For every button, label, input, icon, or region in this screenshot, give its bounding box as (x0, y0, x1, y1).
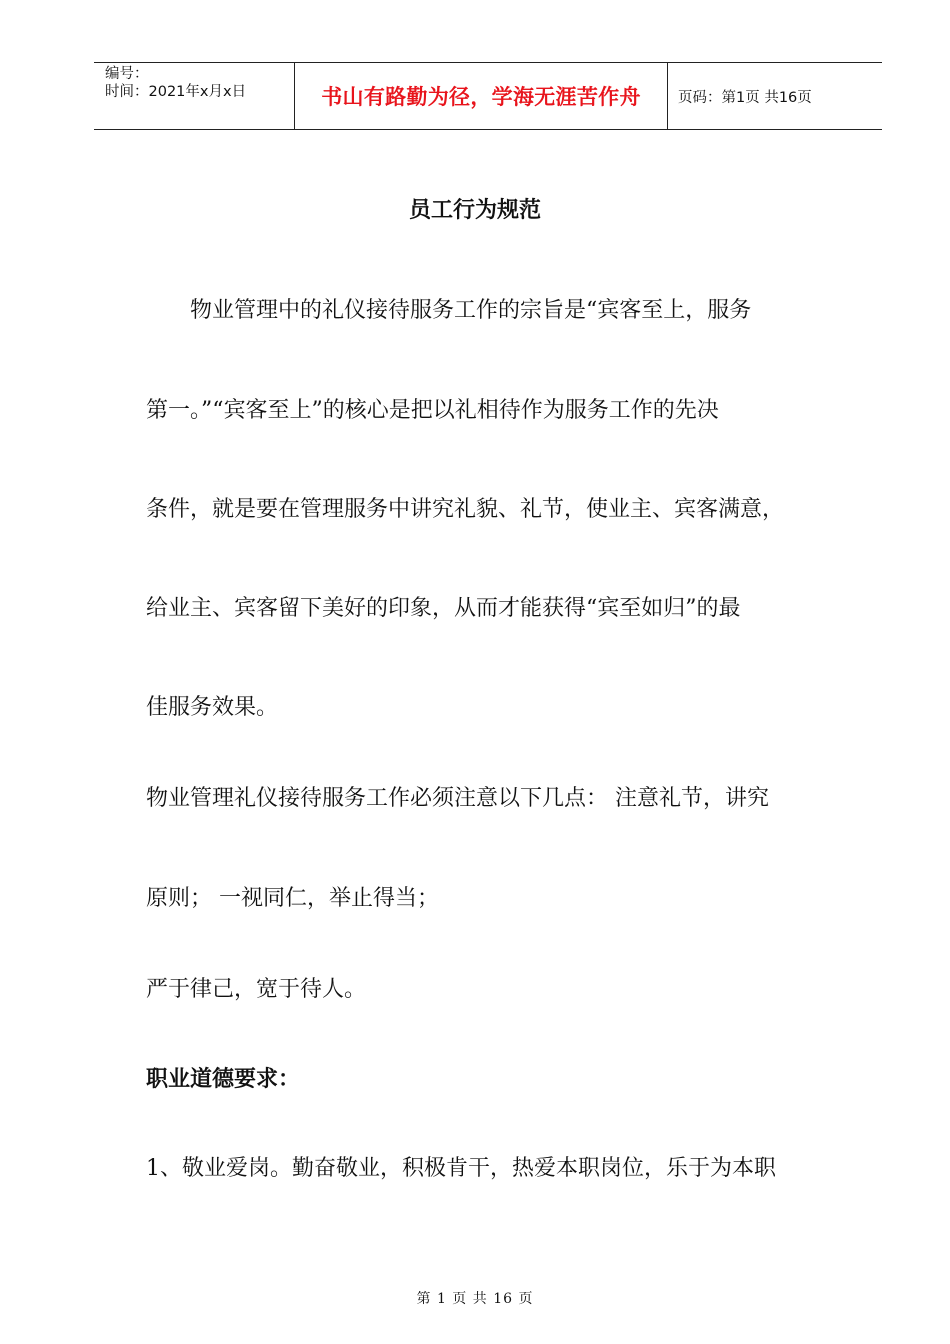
document-time-label: 时间：2021年x月x日 (105, 84, 247, 100)
paragraph-line: 物业管理中的礼仪接待服务工作的宗旨是“宾客至上，服务 (190, 298, 752, 323)
paragraph-line: 严于律己，宽于待人。 (146, 977, 367, 1002)
page-header (94, 62, 882, 130)
paragraph-line: 第一。”“宾客至上”的核心是把以礼相待作为服务工作的先决 (146, 398, 719, 423)
header-motto-cell (295, 63, 668, 129)
paragraph-line: 物业管理礼仪接待服务工作必须注意以下几点： 注意礼节，讲究 (146, 786, 769, 811)
paragraph-line: 原则； 一视同仁，举止得当； (146, 886, 439, 911)
header-page-cell (668, 63, 882, 129)
header-motto: 书山有路勤为径，学海无涯苦作舟 (321, 85, 641, 109)
document-number-label: 编号： (105, 66, 149, 82)
header-meta-cell (94, 63, 295, 129)
list-item: 1、敬业爱岗。勤奋敬业，积极肯干，热爱本职岗位，乐于为本职 (146, 1156, 776, 1181)
document-title: 员工行为规范 (408, 198, 541, 223)
paragraph-line: 给业主、宾客留下美好的印象，从而才能获得“宾至如归”的最 (146, 596, 741, 621)
header-page-info: 页码：第1页 共16页 (678, 89, 812, 106)
paragraph-line: 条件，就是要在管理服务中讲究礼貌、礼节，使业主、宾客满意， (146, 497, 785, 522)
paragraph-line: 佳服务效果。 (146, 695, 279, 720)
section-heading: 职业道德要求： (146, 1067, 301, 1092)
page-footer-number: 第 1 页 共 16 页 (416, 1291, 534, 1307)
